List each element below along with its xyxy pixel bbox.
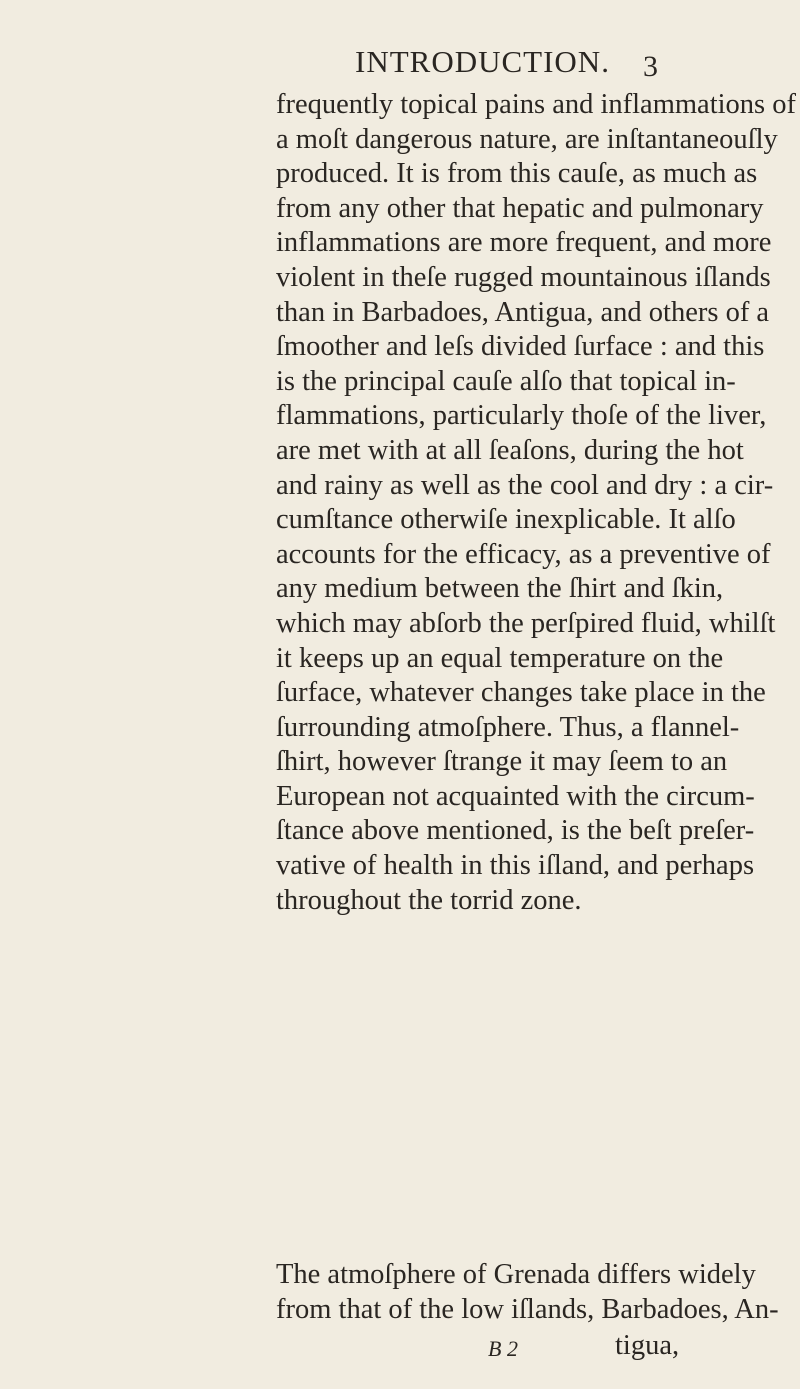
text-line: cumſtance otherwiſe inexplicable. It alſo [276, 504, 736, 536]
text-line: vative of health in this iſland, and perhaps [276, 850, 755, 882]
text-line: than in Barbadoes, Antigua, and others of a [276, 296, 770, 328]
text-line: throughout the torrid zone. [276, 884, 582, 916]
catchword: tigua, [615, 1330, 680, 1361]
text-line: is the principal cauſe alſo that topical in- [276, 365, 736, 397]
page-footer [0, 1330, 800, 1370]
text-line: inflammations are more frequent, and more [276, 227, 772, 259]
text-line: from that of the low iſlands, Barbadoes, An- [276, 1293, 779, 1325]
text-line: any medium between the ſhirt and ſkin, [276, 573, 724, 605]
text-line: it keeps up an equal temperature on the [276, 642, 724, 674]
text-line: which may abſorb the perſpired fluid, whilſt [276, 607, 776, 639]
text-line: accounts for the efficacy, as a preventive of [276, 538, 771, 570]
text-line: are met with at all ſeaſons, during the hot [276, 434, 744, 466]
text-line: from any other that hepatic and pulmonary [276, 192, 764, 224]
text-line: ſurrounding atmoſphere. Thus, a flannel- [276, 711, 740, 743]
text-line: frequently topical pains and inflammations of [276, 89, 796, 120]
text-line: ſmoother and leſs divided ſurface : and this [276, 331, 765, 363]
text-line: The atmoſphere of Grenada differs widely [276, 1259, 756, 1290]
paragraph-2 [276, 1258, 779, 1327]
running-head [0, 38, 800, 83]
text-line: ſhirt, however ſtrange it may ſeem to an [276, 746, 728, 778]
text-line: violent in theſe rugged mountainous iſlands [276, 261, 771, 293]
signature-mark: B 2 [488, 1336, 518, 1361]
text-line: ſtance above mentioned, is the beſt preſer- [276, 815, 755, 847]
text-line: produced. It is from this cauſe, as much as [276, 158, 758, 190]
text-line: flammations, particularly thoſe of the liver, [276, 400, 767, 432]
running-head-title: INTRODUCTION. [355, 44, 610, 79]
text-line: European not acquainted with the circum- [276, 780, 755, 812]
paragraph-1 [276, 88, 796, 918]
page-number: 3 [643, 50, 658, 83]
text-line: ſurface, whatever changes take place in the [276, 677, 766, 709]
text-line: a moſt dangerous nature, are inſtantaneouſly [276, 123, 778, 155]
text-line: and rainy as well as the cool and dry : a cir- [276, 469, 774, 501]
